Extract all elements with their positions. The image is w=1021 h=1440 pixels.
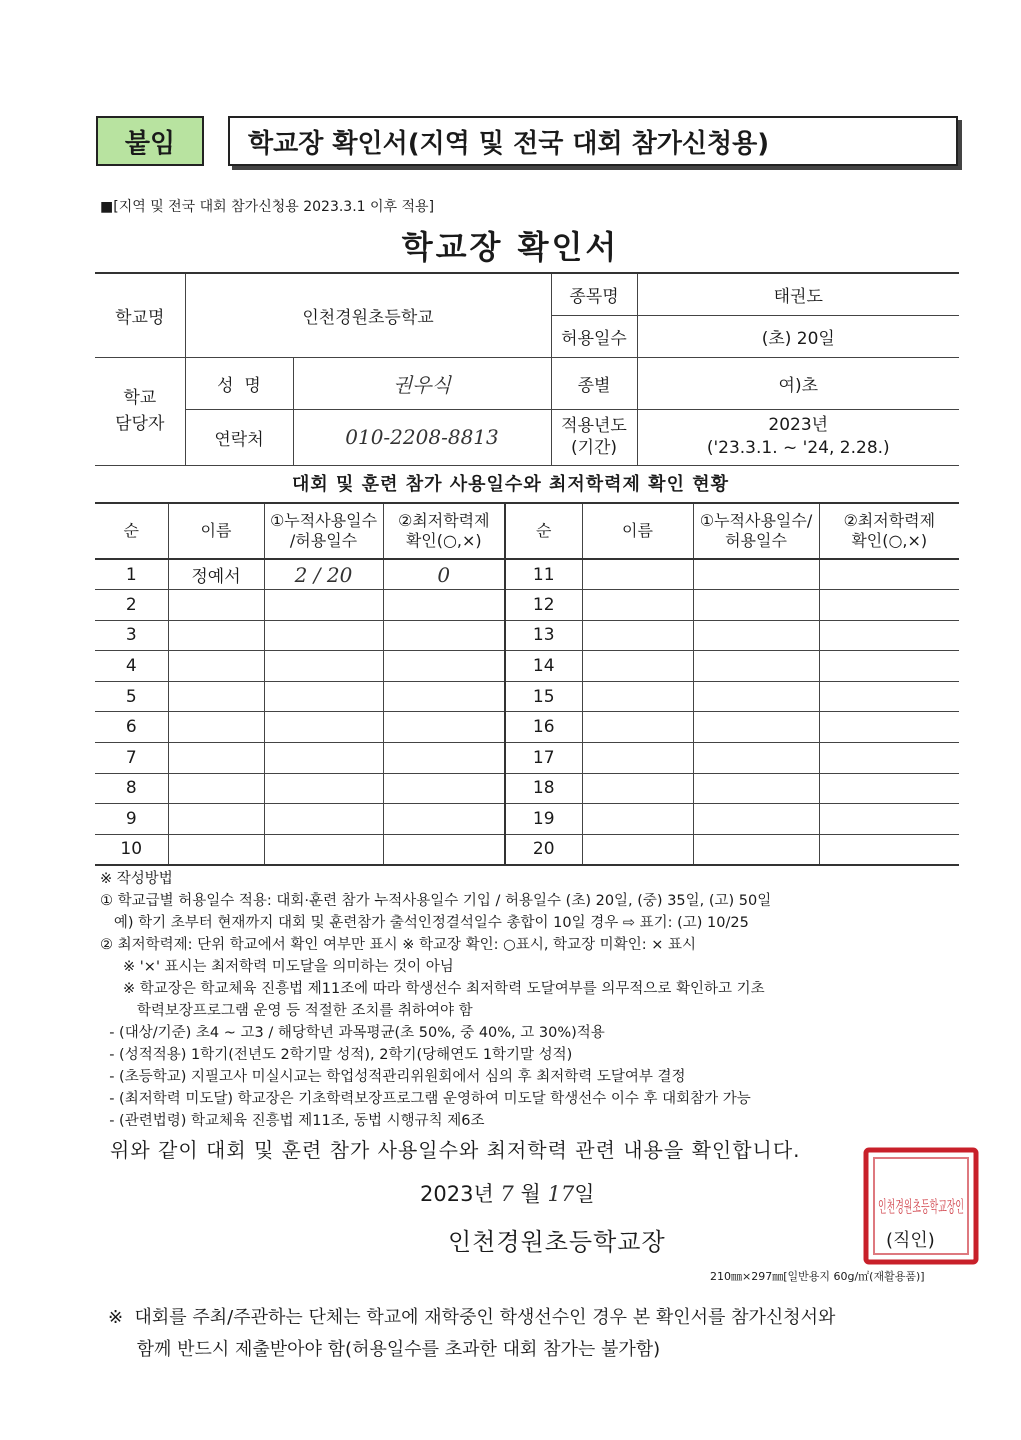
info-table xyxy=(95,272,959,466)
cell-num-right: 17 xyxy=(505,743,582,774)
cell-name xyxy=(168,804,264,835)
cell-num: 10 xyxy=(95,834,168,865)
cell-num-right: 18 xyxy=(505,773,582,804)
cell-name xyxy=(168,834,264,865)
cell-check xyxy=(383,834,505,865)
cell-check-right xyxy=(819,559,959,590)
col-header-check: ②최저학력제 확인(○,×) xyxy=(383,503,505,559)
cell-check-right xyxy=(819,712,959,743)
cell-check-right xyxy=(819,681,959,712)
cell-num-right: 16 xyxy=(505,712,582,743)
cell-days-right xyxy=(693,834,819,865)
col-header-check-right: ②최저학력제 확인(○,×) xyxy=(819,503,959,559)
cell-check xyxy=(383,681,505,712)
cell-days-right xyxy=(693,620,819,651)
table-row xyxy=(95,590,959,621)
cell-check xyxy=(383,743,505,774)
cell-check-right xyxy=(819,620,959,651)
cell-name xyxy=(168,773,264,804)
cell-name-right xyxy=(582,804,693,835)
cell-name-right xyxy=(582,743,693,774)
principal-name: 인천경원초등학교장 xyxy=(448,1228,666,1256)
cell-name-right xyxy=(582,712,693,743)
table-row xyxy=(95,681,959,712)
instruction-line: - (초등학교) 지필고사 미실시교는 학업성적관리위원회에서 심의 후 최저학력 도달여부 결정 xyxy=(100,1069,686,1085)
cell-check xyxy=(383,712,505,743)
instruction-line: 예) 학기 초부터 현재까지 대회 및 훈련참가 출석인정결석일수 총합이 10일 경우 ⇨ 표기: (고) 10/25 xyxy=(100,915,749,931)
cell-days-right xyxy=(693,804,819,835)
cell-num-right: 12 xyxy=(505,590,582,621)
cell-num-right: 13 xyxy=(505,620,582,651)
table-row xyxy=(95,773,959,804)
days-value: (초) 20일 xyxy=(637,315,959,357)
table-row xyxy=(95,712,959,743)
date-month: 7 xyxy=(500,1182,514,1206)
instruction-line: ※ 학교장은 학교체육 진흥법 제11조에 따라 학생선수 최저학력 도달여부를 의무적으로 확인하고 기초 xyxy=(100,981,765,997)
cell-num: 4 xyxy=(95,651,168,682)
contact-label: 연락처 xyxy=(185,409,293,465)
footer-line: 함께 반드시 제출받아야 함(허용일수를 초과한 대회 참가는 불가함) xyxy=(108,1339,661,1360)
instruction-line: - (최저학력 미도달) 학교장은 기초학력보장프로그램 운영하여 미도달 학생선수 이수 후 대회참가 가능 xyxy=(100,1091,751,1107)
table-row xyxy=(95,559,959,590)
col-header-days-right: ①누적사용일수/ 허용일수 xyxy=(693,503,819,559)
instruction-line: 학력보장프로그램 운영 등 적절한 조치를 취하여야 함 xyxy=(100,1003,473,1019)
col-header-name-right: 이름 xyxy=(582,503,693,559)
contact-value: 010-2208-8813 xyxy=(293,409,551,465)
cell-num: 1 xyxy=(95,559,168,590)
cell-days-right xyxy=(693,590,819,621)
cell-days: 2 / 20 xyxy=(264,559,383,590)
cell-check xyxy=(383,620,505,651)
cell-num: 3 xyxy=(95,620,168,651)
cell-days xyxy=(264,651,383,682)
date-day: 17 xyxy=(547,1182,575,1206)
cell-days xyxy=(264,804,383,835)
cell-days xyxy=(264,712,383,743)
instruction-line: - (성적적용) 1학기(전년도 2학기말 성적), 2학기(당해연도 1학기말 성적) xyxy=(100,1047,573,1063)
cell-name xyxy=(168,743,264,774)
table-row xyxy=(95,743,959,774)
cell-days-right xyxy=(693,559,819,590)
cell-num-right: 20 xyxy=(505,834,582,865)
col-header-days: ①누적사용일수 /허용일수 xyxy=(264,503,383,559)
cell-num: 7 xyxy=(95,743,168,774)
cell-name xyxy=(168,651,264,682)
category-label: 종별 xyxy=(551,357,637,409)
year-cell xyxy=(637,409,959,465)
instruction-line: ※ '×' 표시는 최저학력 미도달을 의미하는 것이 아님 xyxy=(100,959,454,975)
cell-days xyxy=(264,681,383,712)
confirmation-statement: 위와 같이 대회 및 훈련 참가 사용일수와 최저학력 관련 내용을 확인합니다. xyxy=(110,1138,801,1162)
applicability-note: ■[지역 및 전국 대회 참가신청용 2023.3.1 이후 적용] xyxy=(100,199,435,215)
cell-check xyxy=(383,651,505,682)
cell-num: 8 xyxy=(95,773,168,804)
table-row xyxy=(95,620,959,651)
cell-days-right xyxy=(693,681,819,712)
days-label: 허용일수 xyxy=(551,315,637,357)
cell-name-right xyxy=(582,681,693,712)
cell-num: 6 xyxy=(95,712,168,743)
cell-name-right xyxy=(582,773,693,804)
cell-check-right xyxy=(819,651,959,682)
cell-num-right: 15 xyxy=(505,681,582,712)
date-day-label: 일 xyxy=(574,1182,595,1206)
year-label: 적용년도 (기간) xyxy=(551,409,637,465)
signature-date xyxy=(420,1178,595,1208)
cell-name xyxy=(168,681,264,712)
cell-days-right xyxy=(693,651,819,682)
school-label: 학교명 xyxy=(95,273,185,357)
cell-name-right xyxy=(582,651,693,682)
cell-check: 0 xyxy=(383,559,505,590)
name-label: 성 명 xyxy=(185,357,293,409)
school-value: 인천경원초등학교 xyxy=(185,273,551,357)
cell-check-right xyxy=(819,804,959,835)
col-header-num: 순 xyxy=(95,503,168,559)
cell-days-right xyxy=(693,743,819,774)
instructions xyxy=(100,868,970,1132)
cell-num-right: 11 xyxy=(505,559,582,590)
cell-days xyxy=(264,834,383,865)
cell-num-right: 14 xyxy=(505,651,582,682)
instruction-line: - (관련법령) 학교체육 진흥법 제11조, 동법 시행규칙 제6조 xyxy=(100,1113,485,1129)
cell-num: 9 xyxy=(95,804,168,835)
cell-check-right xyxy=(819,773,959,804)
cell-num: 5 xyxy=(95,681,168,712)
cell-days xyxy=(264,620,383,651)
col-header-name: 이름 xyxy=(168,503,264,559)
attachment-badge: 붙임 xyxy=(96,116,204,166)
seal-text: 인천경원초등학교장인 xyxy=(878,1197,964,1216)
cell-check-right xyxy=(819,743,959,774)
year-period: ('23.3.1. ~ '24, 2.28.) xyxy=(706,438,890,458)
col-header-num-right: 순 xyxy=(505,503,582,559)
staff-label: 학교 담당자 xyxy=(95,357,185,465)
status-table-title: 대회 및 훈련 참가 사용일수와 최저학력제 확인 현황 xyxy=(291,474,729,495)
date-month-label: 월 xyxy=(520,1182,541,1206)
date-year: 2023년 xyxy=(420,1182,494,1206)
table-row xyxy=(95,834,959,865)
footer-note xyxy=(108,1302,835,1366)
paper-spec: 210㎜×297㎜[일반용지 60g/㎡(재활용품)] xyxy=(710,1270,925,1283)
status-table xyxy=(95,502,959,866)
event-value: 태권도 xyxy=(637,273,959,315)
event-label: 종목명 xyxy=(551,273,637,315)
table-row xyxy=(95,651,959,682)
cell-days xyxy=(264,773,383,804)
cell-check-right xyxy=(819,590,959,621)
cell-days-right xyxy=(693,712,819,743)
cell-check xyxy=(383,590,505,621)
cell-check-right xyxy=(819,834,959,865)
cell-days-right xyxy=(693,773,819,804)
name-value: 권우식 xyxy=(293,357,551,409)
cell-num: 2 xyxy=(95,590,168,621)
instructions-heading: ※ 작성방법 xyxy=(100,871,173,887)
cell-name-right xyxy=(582,834,693,865)
cell-name xyxy=(168,590,264,621)
status-rows xyxy=(95,559,959,865)
table-row xyxy=(95,804,959,835)
instruction-line: - (대상/기준) 초4 ~ 고3 / 해당학년 과목평균(초 50%, 중 40%, 고 30%)적용 xyxy=(100,1025,605,1041)
footer-line: ※ 대회를 주최/주관하는 단체는 학교에 재학중인 학생선수인 경우 본 확인서를 참가신청서와 xyxy=(108,1307,836,1328)
cell-check xyxy=(383,804,505,835)
cell-name-right xyxy=(582,620,693,651)
cell-name xyxy=(168,712,264,743)
seal-label: (직인) xyxy=(886,1230,935,1251)
instruction-lines xyxy=(100,890,970,1132)
cell-name-right xyxy=(582,559,693,590)
category-value: 여)초 xyxy=(637,357,959,409)
cell-days xyxy=(264,743,383,774)
instruction-line: ② 최저학력제: 단위 학교에서 확인 여부만 표시 ※ 학교장 확인: ○표시, 학교장 미확인: × 표시 xyxy=(100,937,696,953)
instruction-line: ① 학교급별 허용일수 적용: 대회·훈련 참가 누적사용일수 기입 / 허용일수 (초) 20일, (중) 35일, (고) 50일 xyxy=(100,893,772,909)
year-value: 2023년 xyxy=(768,415,829,435)
cell-name xyxy=(168,620,264,651)
cell-name-right xyxy=(582,590,693,621)
page-title: 학교장 확인서 xyxy=(401,228,620,266)
cell-check xyxy=(383,773,505,804)
cell-days xyxy=(264,590,383,621)
cell-num-right: 19 xyxy=(505,804,582,835)
cell-name: 정예서 xyxy=(168,559,264,590)
document-title-box: 학교장 확인서(지역 및 전국 대회 참가신청용) xyxy=(228,116,958,166)
